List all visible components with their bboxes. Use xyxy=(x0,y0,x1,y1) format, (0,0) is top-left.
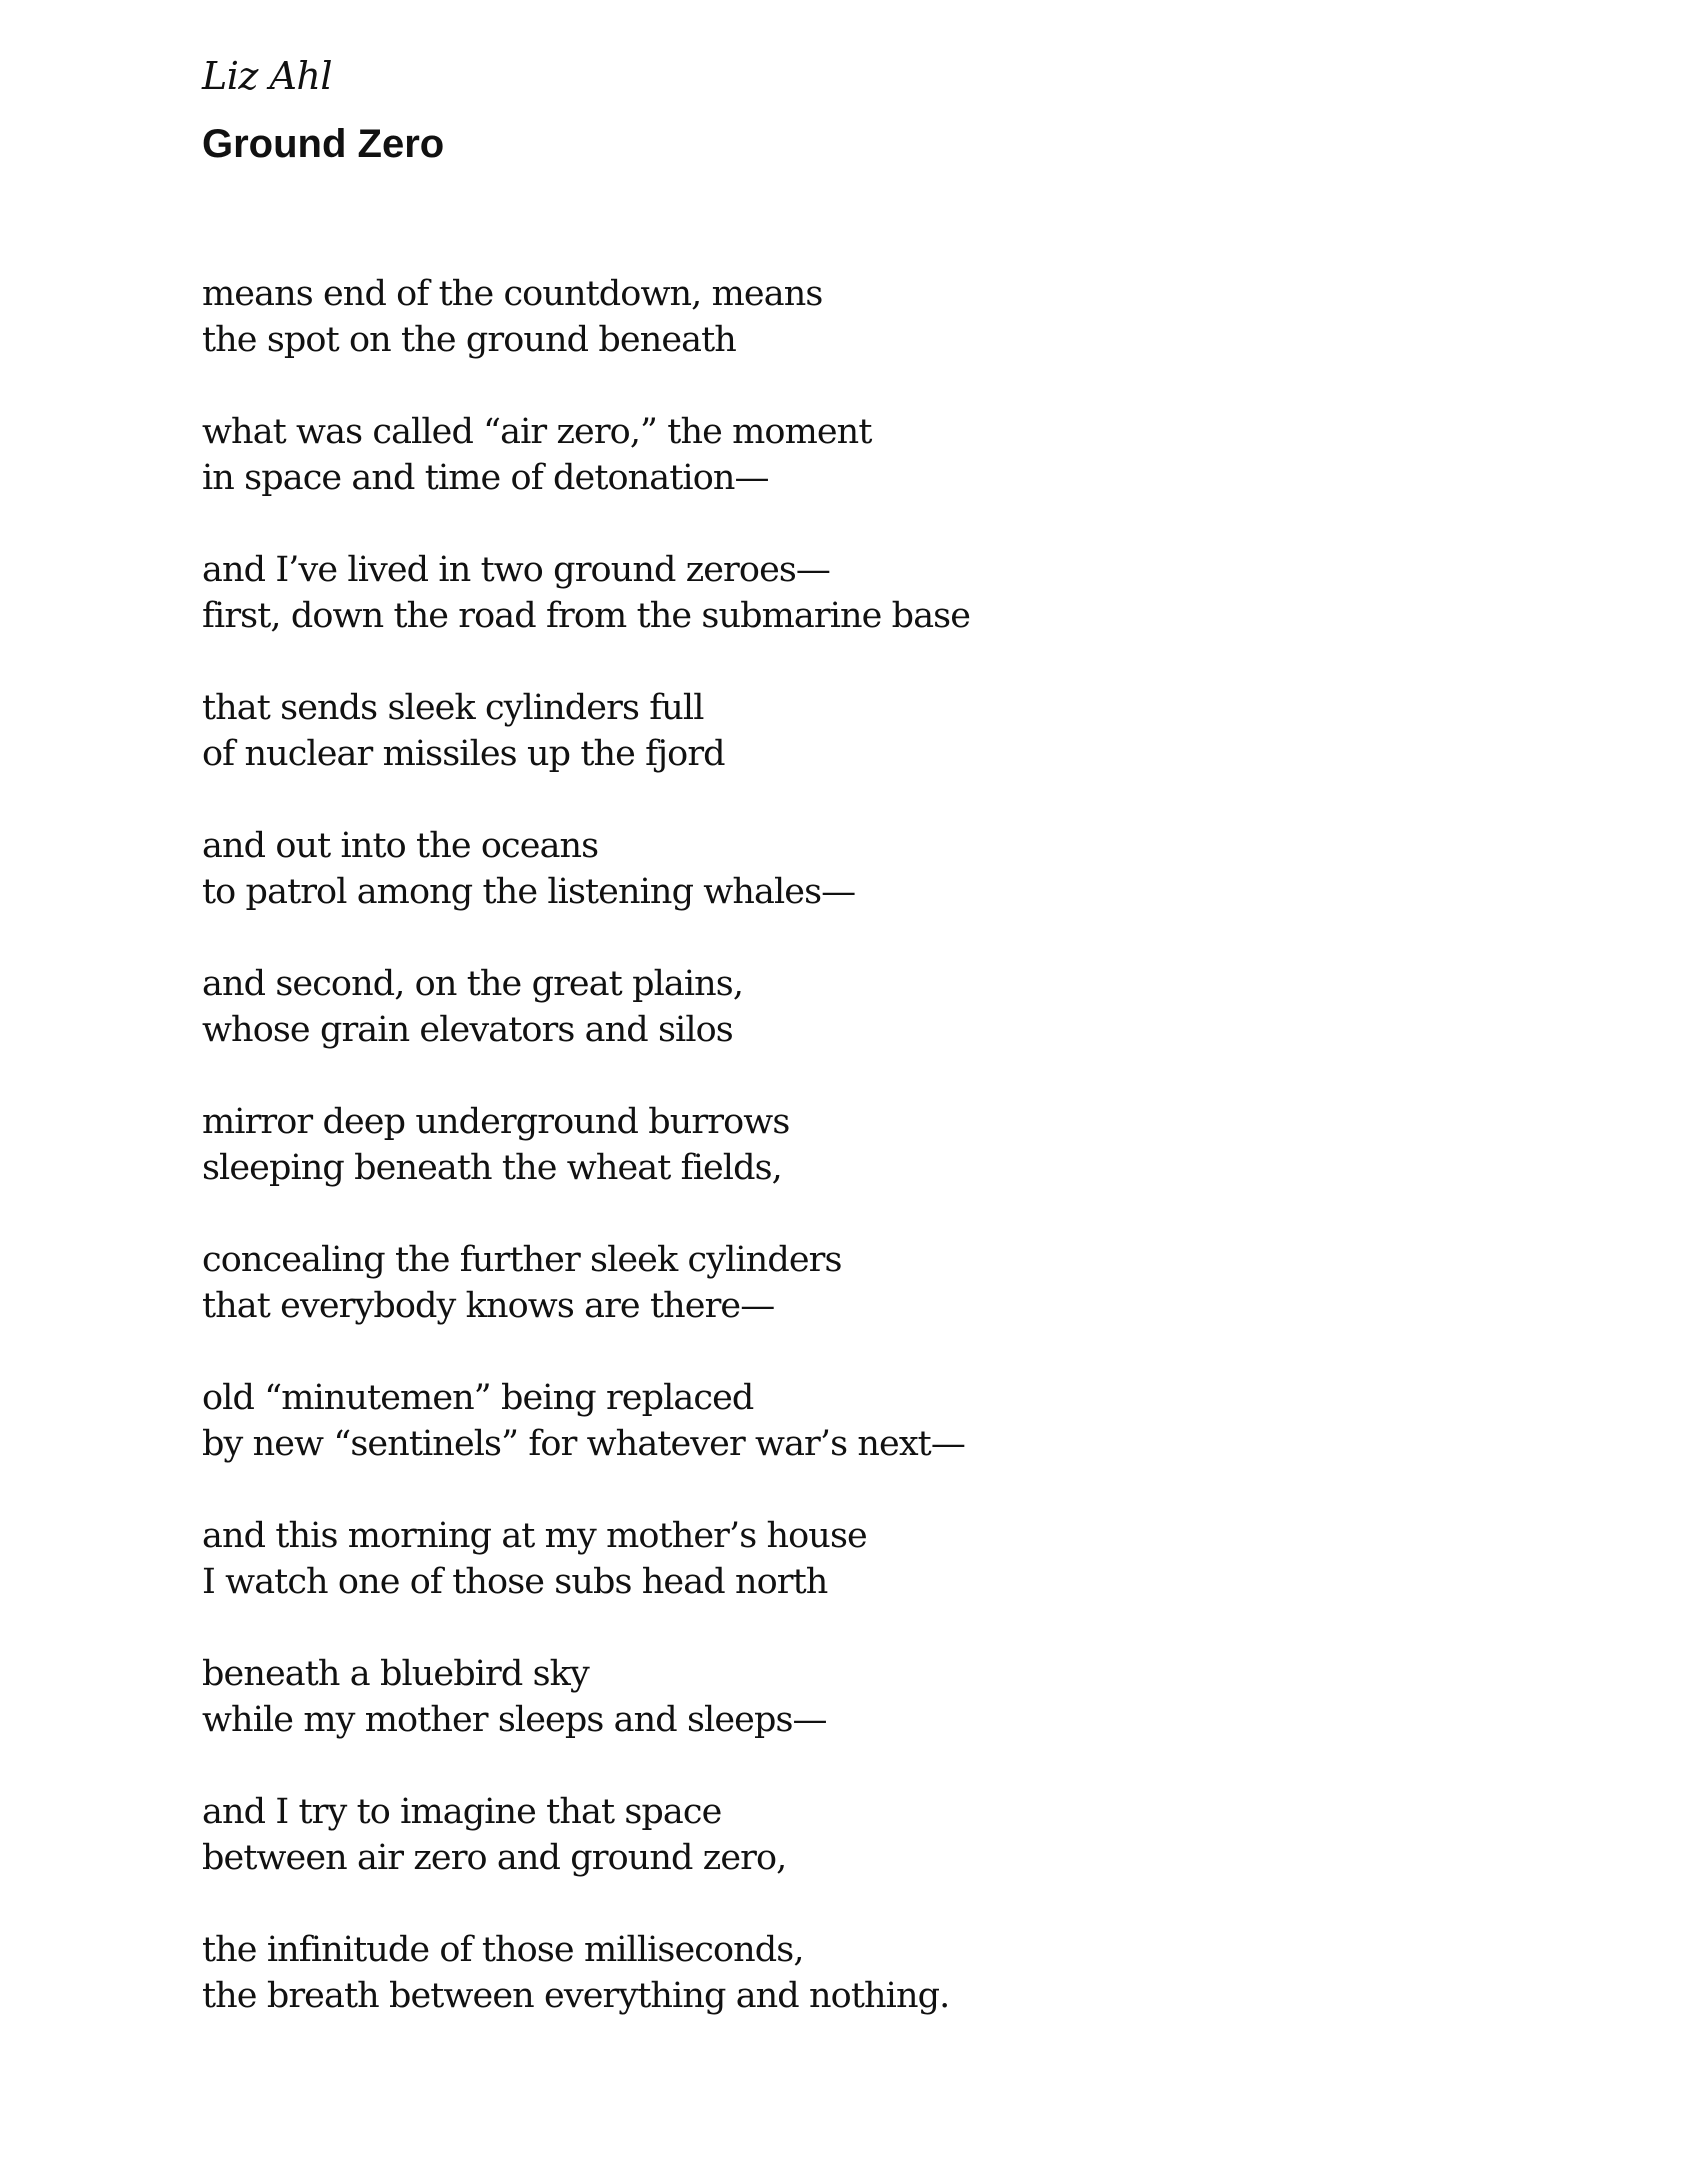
poem-line: the infinitude of those milliseconds, xyxy=(202,1930,804,1970)
stanza xyxy=(202,1099,1502,1191)
poem-title: Ground Zero xyxy=(202,122,445,166)
poem-line: beneath a bluebird sky xyxy=(202,1654,589,1694)
poem-line: and out into the oceans xyxy=(202,826,599,866)
stanza xyxy=(202,1513,1502,1605)
poem-body xyxy=(202,271,1502,2019)
poem-line: old “minutemen” being replaced xyxy=(202,1378,754,1418)
stanza xyxy=(202,1927,1502,2019)
poem-line: between air zero and ground zero, xyxy=(202,1838,787,1878)
poem-line: sleeping beneath the wheat fields, xyxy=(202,1148,782,1188)
poem-line: concealing the further sleek cylinders xyxy=(202,1240,842,1280)
stanza xyxy=(202,1651,1502,1743)
poem-line: by new “sentinels” for whatever war’s next— xyxy=(202,1424,965,1464)
poem-line: and second, on the great plains, xyxy=(202,964,744,1004)
poem-line: and this morning at my mother’s house xyxy=(202,1516,867,1556)
poem-line: to patrol among the listening whales— xyxy=(202,872,856,912)
stanza xyxy=(202,1375,1502,1467)
poem-line: and I try to imagine that space xyxy=(202,1792,722,1832)
stanza xyxy=(202,961,1502,1053)
poem-line: what was called “air zero,” the moment xyxy=(202,412,872,452)
poem-line: I watch one of those subs head north xyxy=(202,1562,828,1602)
poem-line: in space and time of detonation— xyxy=(202,458,769,498)
stanza xyxy=(202,823,1502,915)
stanza xyxy=(202,1237,1502,1329)
poem-line: whose grain elevators and silos xyxy=(202,1010,733,1050)
poem-line: that everybody knows are there— xyxy=(202,1286,775,1326)
poem-line: that sends sleek cylinders full xyxy=(202,688,704,728)
stanza xyxy=(202,685,1502,777)
poem-line: of nuclear missiles up the fjord xyxy=(202,734,725,774)
poem-line: mirror deep underground burrows xyxy=(202,1102,790,1142)
poem-line: the spot on the ground beneath xyxy=(202,320,736,360)
stanza xyxy=(202,1789,1502,1881)
stanza xyxy=(202,409,1502,501)
poem-page xyxy=(202,48,1502,2065)
poem-line: while my mother sleeps and sleeps— xyxy=(202,1700,827,1740)
author-name: Liz Ahl xyxy=(202,54,333,98)
poem-line: first, down the road from the submarine base xyxy=(202,596,971,636)
poem-line: means end of the countdown, means xyxy=(202,274,823,314)
poem-line: and I’ve lived in two ground zeroes— xyxy=(202,550,831,590)
stanza xyxy=(202,271,1502,363)
poem-line: the breath between everything and nothing. xyxy=(202,1976,950,2016)
stanza xyxy=(202,547,1502,639)
